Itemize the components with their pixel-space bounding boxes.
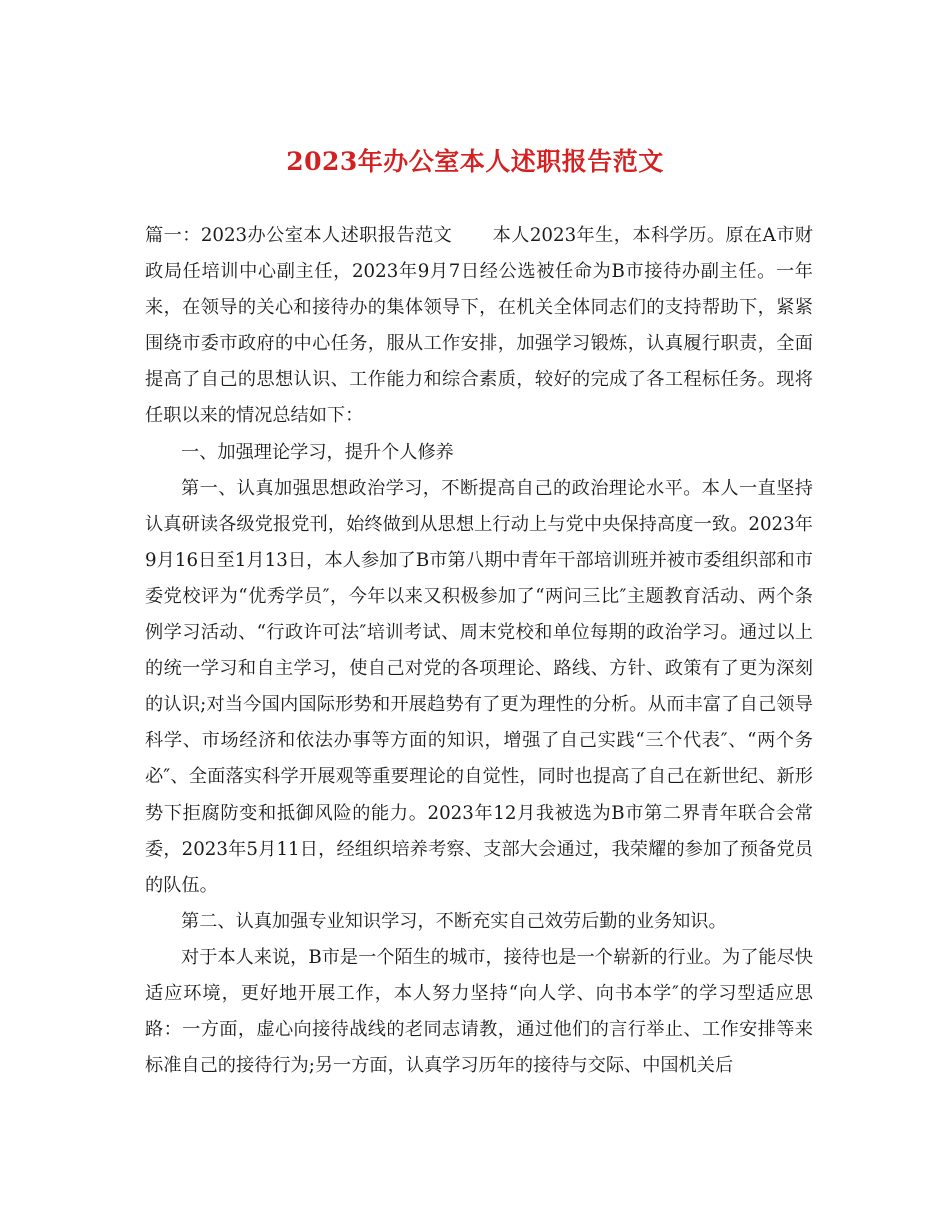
body-paragraph: 第一、认真加强思想政治学习，不断提高自己的政治理论水平。本人一直坚持认真研读各级党报党刊，始终做到从思想上行动上与党中央保持高度一致。2023年9月16日至1月13日，本人参加了B市第八期中青年干部培训班并被市委组织部和市委党校评为“优秀学员″，今年以来又积极参加了“两问三比″主题教育活动、两个条例学习活动、“行政许可法″培训考试、周末党校和单位每期的政治学习。通过以上的统一学习和自主学习，使自己对党的各项理论、路线、方针、政策有了更为深刻的认识;对当今国内国际形势和开展趋势有了更为理性的分析。从而丰富了自己领导科学、市场经济和依法办事等方面的知识，增强了自己实践“三个代表″、“两个务必″、全面落实科学开展观等重要理论的自觉性，同时也提高了自己在新世纪、新形势下拒腐防变和抵御风险的能力。2023年12月我被选为B市第二界青年联合会常委，2023年5月11日，经组织培养考察、支部大会通过，我荣耀的参加了预备党员的队伍。	[145, 477, 813, 896]
intro-label: 篇一：2023办公室本人述职报告范文	[145, 225, 453, 246]
intro-text: 本人2023年生，本科学历。原在A市财政局任培训中心副主任，2023年9月7日经公选被任命为B市接待办副主任。一年来，在领导的关心和接待办的集体领导下，在机关全体同志们的支持帮助下，紧紧围绕市委市政府的中心任务，服从工作安排，加强学习锻炼，认真履行职责，全面提高了自己的思想认识、工作能力和综合素质，较好的完成了各工程标任务。现将任职以来的情况总结如下：	[145, 225, 813, 427]
intro-paragraph	[145, 218, 813, 435]
body-paragraph: 对于本人来说，B市是一个陌生的城市，接待也是一个崭新的行业。为了能尽快适应环境，更好地开展工作，本人努力坚持“向人学、向书本学″的学习型适应思路：一方面，虚心向接待战线的老同志请教，通过他们的言行举止、工作安排等来标准自己的接待行为;另一方面，认真学习历年的接待与交际、中国机关后	[145, 946, 813, 1077]
document-title: 2023年办公室本人述职报告范文	[286, 147, 664, 176]
section-heading: 一、加强理论学习，提升个人修养	[181, 441, 454, 463]
document-body	[145, 218, 813, 1084]
body-paragraph: 第二、认真加强专业知识学习，不断充实自己效劳后勤的业务知识。	[181, 910, 727, 932]
